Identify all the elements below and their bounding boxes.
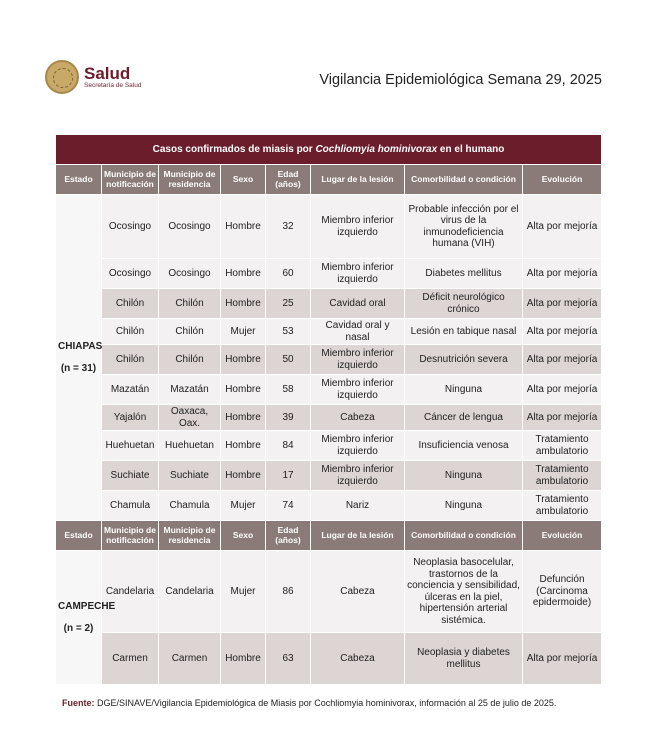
government-seal-icon <box>45 60 79 94</box>
table-cell: Alta por mejoría <box>523 405 602 431</box>
salud-logo <box>45 60 141 94</box>
footnote-label: Fuente: <box>62 698 95 708</box>
state-cell-campeche <box>56 551 116 685</box>
table-cell: Nariz <box>311 491 405 521</box>
col-header: Evolución <box>523 521 602 551</box>
table-title-suffix: en el humano <box>437 143 505 155</box>
col-header: Sexo <box>221 165 266 195</box>
col-header: Estado <box>56 521 102 551</box>
table-row <box>56 289 602 319</box>
table-cell: 86 <box>266 551 311 633</box>
table-cell: Suchiate <box>102 461 159 491</box>
table-cell: Hombre <box>221 431 266 461</box>
table-cell: Chilón <box>159 345 221 375</box>
table-cell: Miembro inferior izquierdo <box>311 259 405 289</box>
table-cell: 50 <box>266 345 311 375</box>
table-cell: Hombre <box>221 345 266 375</box>
table-cell: Alta por mejoría <box>523 319 602 345</box>
col-header: Estado <box>56 165 102 195</box>
table-cell: Ocosingo <box>102 259 159 289</box>
col-header: Municipio de notificación <box>102 165 159 195</box>
table-cell: Carmen <box>159 633 221 685</box>
table-cell: Tratamiento ambulatorio <box>523 431 602 461</box>
table-cell: Alta por mejoría <box>523 633 602 685</box>
table-cell: 25 <box>266 289 311 319</box>
table-cell: 84 <box>266 431 311 461</box>
table-title <box>56 135 602 165</box>
table-cell: 63 <box>266 633 311 685</box>
table-cell: 17 <box>266 461 311 491</box>
table-title-species: Cochliomyia hominivorax <box>315 143 438 155</box>
page-header <box>0 0 654 120</box>
table-cell: Chamula <box>159 491 221 521</box>
col-header: Municipio de residencia <box>159 165 221 195</box>
table-cell: Desnutrición severa <box>405 345 523 375</box>
table-cell: Huehuetan <box>102 431 159 461</box>
table-cell: 58 <box>266 375 311 405</box>
table-cell: 53 <box>266 319 311 345</box>
cases-table <box>55 134 602 685</box>
col-header: Lugar de la lesión <box>311 165 405 195</box>
table-cell: Neoplasia basocelular, trastornos de la conciencia y sensibilidad, úlceras en la piel, hipertensión arterial sistémica. <box>405 551 523 633</box>
table-cell: Candelaria <box>159 551 221 633</box>
table-cell: Mujer <box>221 491 266 521</box>
state-count: (n = 31) <box>60 362 97 374</box>
col-header: Comorbilidad o condición <box>405 521 523 551</box>
table-cell: Cavidad oral y nasal <box>311 319 405 345</box>
table-cell: Hombre <box>221 405 266 431</box>
table-cell: Tratamiento ambulatorio <box>523 491 602 521</box>
table-cell: Chilón <box>102 319 159 345</box>
table-cell: Lesión en tabique nasal <box>405 319 523 345</box>
table-row <box>56 461 602 491</box>
table-row <box>56 195 602 259</box>
table-cell: Insuficiencia venosa <box>405 431 523 461</box>
table-cell: Mujer <box>221 319 266 345</box>
table-cell: Cavidad oral <box>311 289 405 319</box>
table-cell: Carmen <box>102 633 159 685</box>
table-cell: Hombre <box>221 195 266 259</box>
col-header: Municipio de residencia <box>159 521 221 551</box>
col-header: Lugar de la lesión <box>311 521 405 551</box>
table-row <box>56 375 602 405</box>
table-row <box>56 259 602 289</box>
table-cell: 60 <box>266 259 311 289</box>
col-header: Edad (años) <box>266 521 311 551</box>
state-count: (n = 2) <box>63 622 94 634</box>
table-cell: Miembro inferior izquierdo <box>311 195 405 259</box>
header-row-chiapas <box>56 165 602 195</box>
table-cell: Diabetes mellitus <box>405 259 523 289</box>
table-cell: Defunción (Carcinoma epidermoide) <box>523 551 602 633</box>
table-cell: Cáncer de lengua <box>405 405 523 431</box>
table-cell: Mazatán <box>102 375 159 405</box>
brand-text <box>84 65 141 90</box>
table-cell: Hombre <box>221 633 266 685</box>
table-row <box>56 431 602 461</box>
table-cell: Hombre <box>221 375 266 405</box>
table-row <box>56 319 602 345</box>
table-cell: Chilón <box>102 289 159 319</box>
table-cell: Miembro inferior izquierdo <box>311 461 405 491</box>
table-cell: Candelaria <box>102 551 159 633</box>
table-cell: Hombre <box>221 289 266 319</box>
brand-subtitle: Secretaría de Salud <box>84 81 142 89</box>
table-row <box>56 551 602 633</box>
table-cell: Cabeza <box>311 633 405 685</box>
table-cell: Ninguna <box>405 375 523 405</box>
table-cell: Mujer <box>221 551 266 633</box>
table-cell: Chilón <box>159 319 221 345</box>
col-header: Evolución <box>523 165 602 195</box>
week-title: Vigilancia Epidemiológica Semana 29, 2025 <box>319 72 602 88</box>
table-cell: Cabeza <box>311 551 405 633</box>
table-cell: Chilón <box>159 289 221 319</box>
table-cell: 32 <box>266 195 311 259</box>
col-header: Edad (años) <box>266 165 311 195</box>
table-cell: Alta por mejoría <box>523 259 602 289</box>
state-name: CAMPECHE <box>58 601 116 612</box>
footnote-text: DGE/SINAVE/Vigilancia Epidemiológica de Miasis por Cochliomyia hominivorax, información al 25 de julio de 2025. <box>94 698 557 708</box>
table-cell: Alta por mejoría <box>523 195 602 259</box>
table-cell: Ocosingo <box>102 195 159 259</box>
table-cell: Suchiate <box>159 461 221 491</box>
table-cell: Miembro inferior izquierdo <box>311 431 405 461</box>
table-cell: Alta por mejoría <box>523 345 602 375</box>
table-cell: Miembro inferior izquierdo <box>311 345 405 375</box>
state-name: CHIAPAS <box>58 341 103 352</box>
table-cell: Ninguna <box>405 461 523 491</box>
col-header: Comorbilidad o condición <box>405 165 523 195</box>
table-cell: Alta por mejoría <box>523 289 602 319</box>
table-cell: Neoplasia y diabetes mellitus <box>405 633 523 685</box>
table-cell: Huehuetan <box>159 431 221 461</box>
table-cell: Hombre <box>221 461 266 491</box>
header-row-campeche <box>56 521 602 551</box>
table-cell: 74 <box>266 491 311 521</box>
table-cell: Hombre <box>221 259 266 289</box>
table-cell: Ocosingo <box>159 195 221 259</box>
table-cell: Mazatán <box>159 375 221 405</box>
table-cell: Miembro inferior izquierdo <box>311 375 405 405</box>
state-cell-chiapas <box>56 195 102 521</box>
table-cell: Déficit neurológico crónico <box>405 289 523 319</box>
table-cell: Oaxaca, Oax. <box>159 405 221 431</box>
brand-name: Salud <box>84 63 131 83</box>
col-header: Sexo <box>221 521 266 551</box>
table-cell: Cabeza <box>311 405 405 431</box>
table-row <box>56 345 602 375</box>
source-footnote <box>62 698 622 708</box>
table-title-prefix: Casos confirmados de miasis por <box>152 143 316 155</box>
col-header: Municipio de notificación <box>102 521 159 551</box>
table-cell: Alta por mejoría <box>523 375 602 405</box>
table-cell: 39 <box>266 405 311 431</box>
table-cell: Ninguna <box>405 491 523 521</box>
table-row <box>56 633 602 685</box>
table-cell: Chamula <box>102 491 159 521</box>
table-row <box>56 491 602 521</box>
table-cell: Probable infección por el virus de la inmunodeficiencia humana (VIH) <box>405 195 523 259</box>
table-cell: Yajalón <box>102 405 159 431</box>
table-row <box>56 405 602 431</box>
table-cell: Ocosingo <box>159 259 221 289</box>
table-cell: Tratamiento ambulatorio <box>523 461 602 491</box>
table-cell: Chilón <box>102 345 159 375</box>
